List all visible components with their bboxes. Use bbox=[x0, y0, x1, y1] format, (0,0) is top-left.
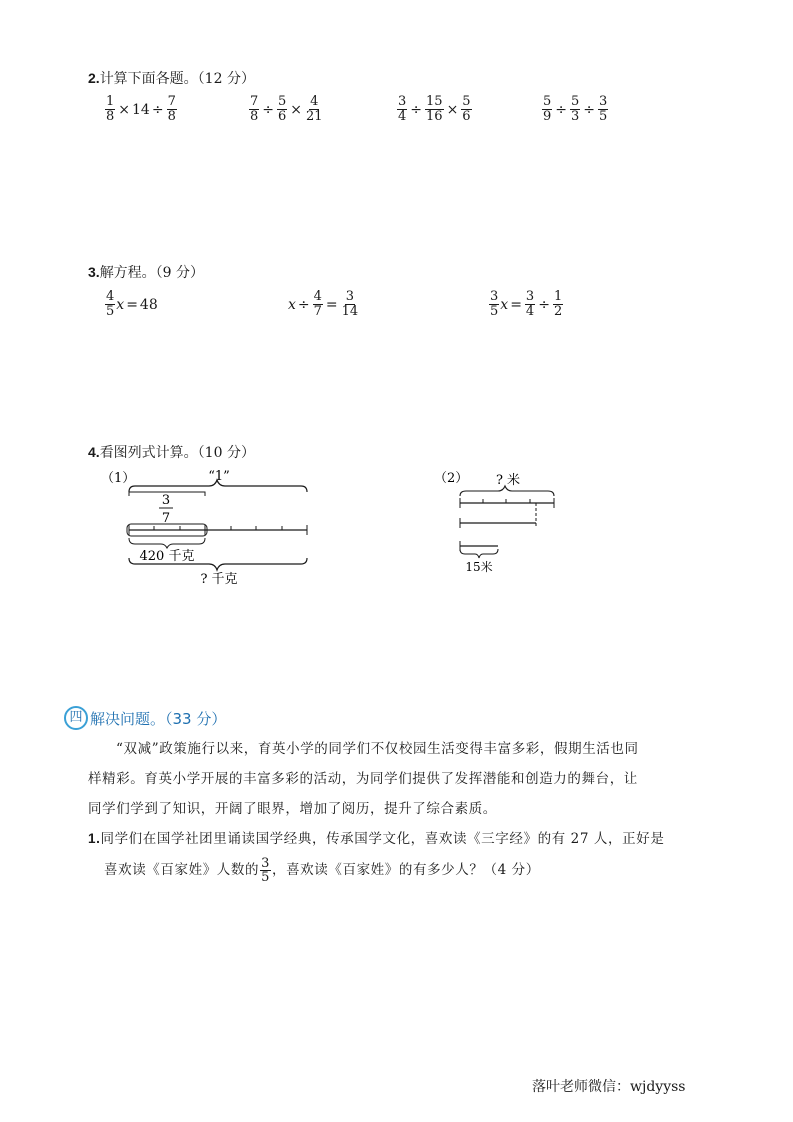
q2-number: 2. bbox=[88, 70, 100, 86]
segment-diagram-2 bbox=[432, 466, 572, 578]
operator: ÷ bbox=[555, 101, 568, 118]
variable: x bbox=[288, 296, 296, 313]
q3-equation-3 bbox=[488, 290, 564, 319]
part-brace bbox=[129, 538, 205, 548]
intro-line-2: 样精彩。育英小学开展的丰富多彩的活动，为同学们提供了发挥潜能和创造力的舞台，让 bbox=[88, 771, 638, 787]
bottom-brace bbox=[460, 549, 498, 558]
fraction-numerator: 3 bbox=[161, 493, 171, 508]
q2-title-text: 计算下面各题。（12 分） bbox=[99, 71, 255, 87]
q2-title bbox=[88, 68, 255, 88]
fraction: $\frac{5}{3}$ bbox=[571, 94, 580, 124]
fraction: $\frac{5}{6}$ bbox=[462, 94, 471, 124]
fraction: $\frac{4}{5}$ bbox=[106, 289, 115, 319]
fraction: $\frac{3}{4}$ bbox=[398, 94, 407, 124]
bottom-label: 15米 bbox=[465, 560, 493, 574]
problem-1-text-1: 同学们在国学社团里诵读国学经典，传承国学文化，喜欢读《三字经》的有 27 人，正好是 bbox=[100, 831, 665, 847]
q4-title bbox=[88, 442, 255, 462]
fraction: $\frac{3}{4}$ bbox=[525, 289, 535, 319]
operator: ÷ bbox=[297, 296, 310, 313]
equals-sign: = bbox=[510, 296, 522, 313]
variable: x bbox=[116, 296, 125, 313]
q4-number: 4. bbox=[88, 444, 100, 460]
part-label: 420 千克 bbox=[139, 549, 195, 564]
equals-sign: = bbox=[126, 296, 138, 313]
q3-equation-1 bbox=[104, 290, 158, 319]
diagram1-top-label: “1” bbox=[208, 469, 230, 484]
q4-title-text: 看图列式计算。（10 分） bbox=[99, 445, 255, 461]
operator: ÷ bbox=[151, 101, 164, 118]
q3-number: 3. bbox=[88, 264, 100, 280]
fraction: $\frac{1}{2}$ bbox=[553, 289, 563, 319]
q2-expression-4 bbox=[541, 95, 609, 124]
top-brace bbox=[129, 480, 307, 492]
operator: ÷ bbox=[262, 101, 275, 118]
segment-diagram-1 bbox=[95, 466, 325, 596]
fraction: $\frac{3}{5}$ bbox=[490, 289, 499, 319]
fraction: $\frac{4}{21}$ bbox=[306, 94, 323, 124]
fraction: $\frac{3}{5}$ bbox=[261, 855, 270, 885]
operator: × bbox=[290, 101, 303, 118]
problem-1-text-2b: ，喜欢读《百家姓》的有多少人？（4 分） bbox=[271, 862, 540, 878]
variable: x bbox=[500, 296, 509, 313]
diagram2-top-label: ? 米 bbox=[495, 473, 521, 488]
diagram2-label: （2） bbox=[434, 471, 469, 486]
q2-expression-1 bbox=[104, 95, 178, 124]
fraction: $\frac{7}{8}$ bbox=[167, 94, 176, 124]
section-number-badge: 四 bbox=[64, 706, 88, 730]
fraction-denominator: 7 bbox=[161, 511, 171, 526]
operator: ÷ bbox=[538, 296, 550, 313]
fraction: $\frac{4}{7}$ bbox=[313, 289, 322, 319]
fraction: $\frac{15}{16}$ bbox=[426, 94, 443, 124]
diagram1-label: （1） bbox=[101, 471, 136, 486]
q3-equation-2 bbox=[288, 290, 360, 319]
intro-line-3: 同学们学到了知识，开阔了眼界，增加了阅历，提升了综合素质。 bbox=[88, 801, 497, 817]
operator: ÷ bbox=[410, 101, 423, 118]
number: 48 bbox=[139, 296, 158, 313]
q2-expression-3 bbox=[396, 95, 473, 124]
operator: × bbox=[446, 101, 459, 118]
number: 14 bbox=[132, 101, 150, 118]
fraction: $\frac{3}{14}$ bbox=[341, 289, 359, 319]
equals-sign: = bbox=[325, 296, 338, 313]
problem-1-number: 1. bbox=[88, 831, 101, 846]
total-label: ? 千克 bbox=[200, 572, 238, 587]
section-title: 解决问题。（33 分） bbox=[90, 709, 227, 728]
operator: ÷ bbox=[583, 101, 596, 118]
footer-contact: 落叶老师微信：wjdyyss bbox=[532, 1079, 686, 1095]
q3-title bbox=[88, 262, 204, 282]
problem-1-line-1 bbox=[88, 824, 664, 854]
intro-line-1: “双减”政策施行以来，育英小学的同学们不仅校园生活变得丰富多彩，假期生活也同 bbox=[116, 741, 639, 757]
fraction: $\frac{1}{8}$ bbox=[106, 94, 115, 124]
problem-1-line-2 bbox=[104, 855, 540, 885]
fraction: $\frac{5}{6}$ bbox=[278, 94, 287, 124]
fraction: $\frac{5}{9}$ bbox=[543, 94, 552, 124]
fraction: $\frac{7}{8}$ bbox=[250, 94, 259, 124]
problem-1-text-2a: 喜欢读《百家姓》人数的 bbox=[104, 862, 260, 878]
section-header bbox=[64, 706, 226, 730]
fraction: $\frac{3}{5}$ bbox=[599, 94, 608, 124]
q3-title-text: 解方程。（9 分） bbox=[99, 265, 205, 281]
operator: × bbox=[118, 101, 131, 118]
q2-expression-2 bbox=[248, 95, 325, 124]
